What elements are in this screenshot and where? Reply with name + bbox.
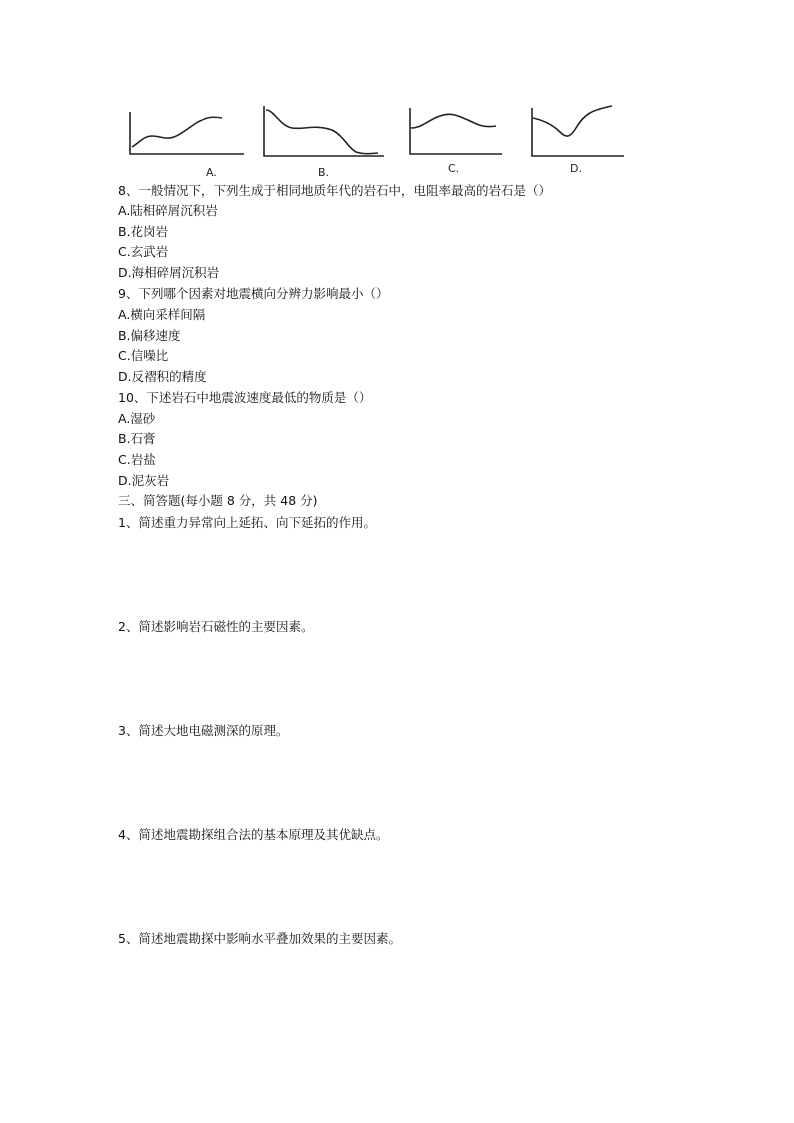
question-8-option-a: A.陆相碎屑沉积岩 [118,203,218,218]
curve-label-c: C. [448,162,460,175]
question-9-option-a: A.横向采样间隔 [118,307,206,322]
question-9-stem: 9、下列哪个因素对地震横向分辨力影响最小（） [118,286,389,301]
question-9-option-c: C.信噪比 [118,348,169,363]
curve-panel-b [264,106,384,156]
question-10-stem: 10、下述岩石中地震波速度最低的物质是（） [118,390,372,405]
question-9-option-b: B.偏移速度 [118,328,181,343]
question-10-option-d: D.泥灰岩 [118,473,170,488]
question-8-option-d: D.海相碎屑沉积岩 [118,265,220,280]
question-10-option-b: B.石膏 [118,431,156,446]
question-9-option-d: D.反褶积的精度 [118,369,207,384]
curve-panel-a [130,112,244,154]
question-8-option-b: B.花岗岩 [118,224,169,239]
curve-figure [122,98,632,182]
question-10-option-a: A.湿砂 [118,411,156,426]
section-heading: 三、简答题(每小题 8 分，共 48 分) [118,493,318,508]
short-answer-5: 5、简述地震勘探中影响水平叠加效果的主要因素。 [118,931,401,946]
curve-panel-d [532,106,624,156]
short-answer-2: 2、简述影响岩石磁性的主要因素。 [118,619,314,634]
short-answer-3: 3、简述大地电磁测深的原理。 [118,723,289,738]
curve-label-b: B. [318,166,330,179]
question-10-option-c: C.岩盐 [118,452,156,467]
curve-label-a: A. [206,166,217,179]
question-8-stem: 8、一般情况下，下列生成于相同地质年代的岩石中，电阻率最高的岩石是（） [118,183,551,198]
short-answer-4: 4、简述地震勘探组合法的基本原理及其优缺点。 [118,827,389,842]
short-answer-1: 1、简述重力异常向上延拓、向下延拓的作用。 [118,515,376,530]
curve-label-d: D. [570,162,582,175]
question-8-option-c: C.玄武岩 [118,244,169,259]
curve-panel-c [410,108,502,154]
